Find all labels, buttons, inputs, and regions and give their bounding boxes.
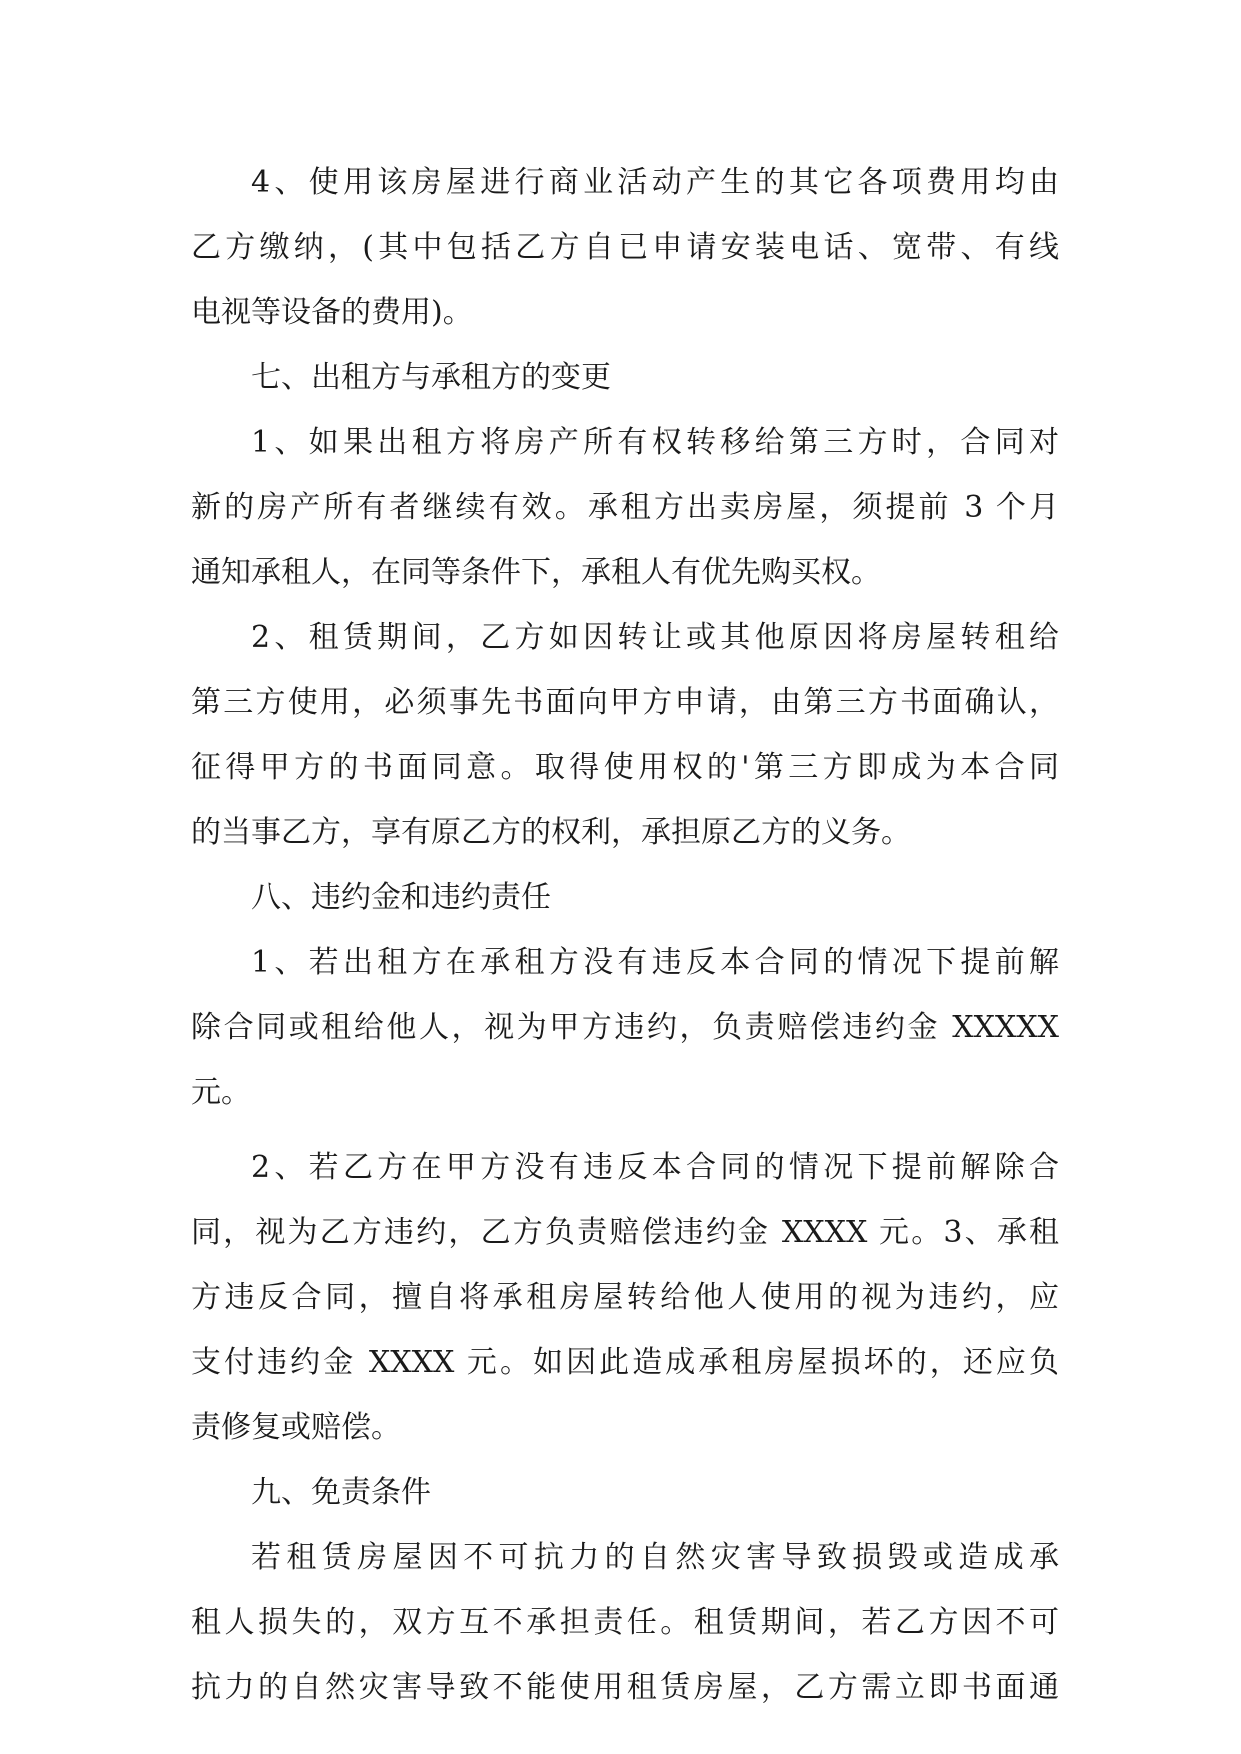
section-heading: 七、出租方与承租方的变更: [251, 360, 611, 395]
paragraph-line: 支付违约金 XXXX 元。如因此造成承租房屋损坏的，还应负: [191, 1345, 1059, 1380]
paragraph-line: 乙方缴纳，(其中包括乙方自已申请安装电话、宽带、有线: [191, 230, 1059, 265]
paragraph-line: 第三方使用，必须事先书面向甲方申请，由第三方书面确认，: [191, 685, 1059, 720]
section-heading: 八、违约金和违约责任: [251, 880, 551, 915]
paragraph-line: 电视等设备的费用)。: [191, 295, 473, 330]
paragraph-line: 租人损失的，双方互不承担责任。租赁期间，若乙方因不可: [191, 1605, 1059, 1640]
paragraph-line: 通知承租人，在同等条件下，承租人有优先购买权。: [191, 555, 881, 590]
document-body: [191, 150, 1059, 1720]
paragraph-line: 新的房产所有者继续有效。承租方出卖房屋，须提前 3 个月: [191, 490, 1059, 525]
paragraph-line: 1、若出租方在承租方没有违反本合同的情况下提前解: [251, 945, 1059, 980]
paragraph-line: 责修复或赔偿。: [191, 1410, 401, 1445]
paragraph-line: 2、租赁期间，乙方如因转让或其他原因将房屋转租给: [251, 620, 1059, 655]
paragraph-line: 4、使用该房屋进行商业活动产生的其它各项费用均由: [251, 165, 1059, 200]
paragraph-line: 除合同或租给他人，视为甲方违约，负责赔偿违约金 XXXXX: [191, 1010, 1059, 1045]
paragraph-line: 的当事乙方，享有原乙方的权利，承担原乙方的义务。: [191, 815, 911, 850]
paragraph-line: 1、如果出租方将房产所有权转移给第三方时，合同对: [251, 425, 1059, 460]
paragraph-line: 抗力的自然灾害导致不能使用租赁房屋，乙方需立即书面通: [191, 1670, 1059, 1705]
paragraph-gap: [191, 1125, 1059, 1135]
paragraph-line: 若租赁房屋因不可抗力的自然灾害导致损毁或造成承: [251, 1540, 1059, 1575]
paragraph-line: 元。: [191, 1075, 251, 1110]
paragraph-line: 征得甲方的书面同意。取得使用权的'第三方即成为本合同: [191, 750, 1059, 785]
section-heading: 九、免责条件: [251, 1475, 431, 1510]
paragraph-line: 2、若乙方在甲方没有违反本合同的情况下提前解除合: [251, 1150, 1059, 1185]
paragraph-line: 同，视为乙方违约，乙方负责赔偿违约金 XXXX 元。3、承租: [191, 1215, 1059, 1250]
paragraph-line: 方违反合同，擅自将承租房屋转给他人使用的视为违约，应: [191, 1280, 1059, 1315]
